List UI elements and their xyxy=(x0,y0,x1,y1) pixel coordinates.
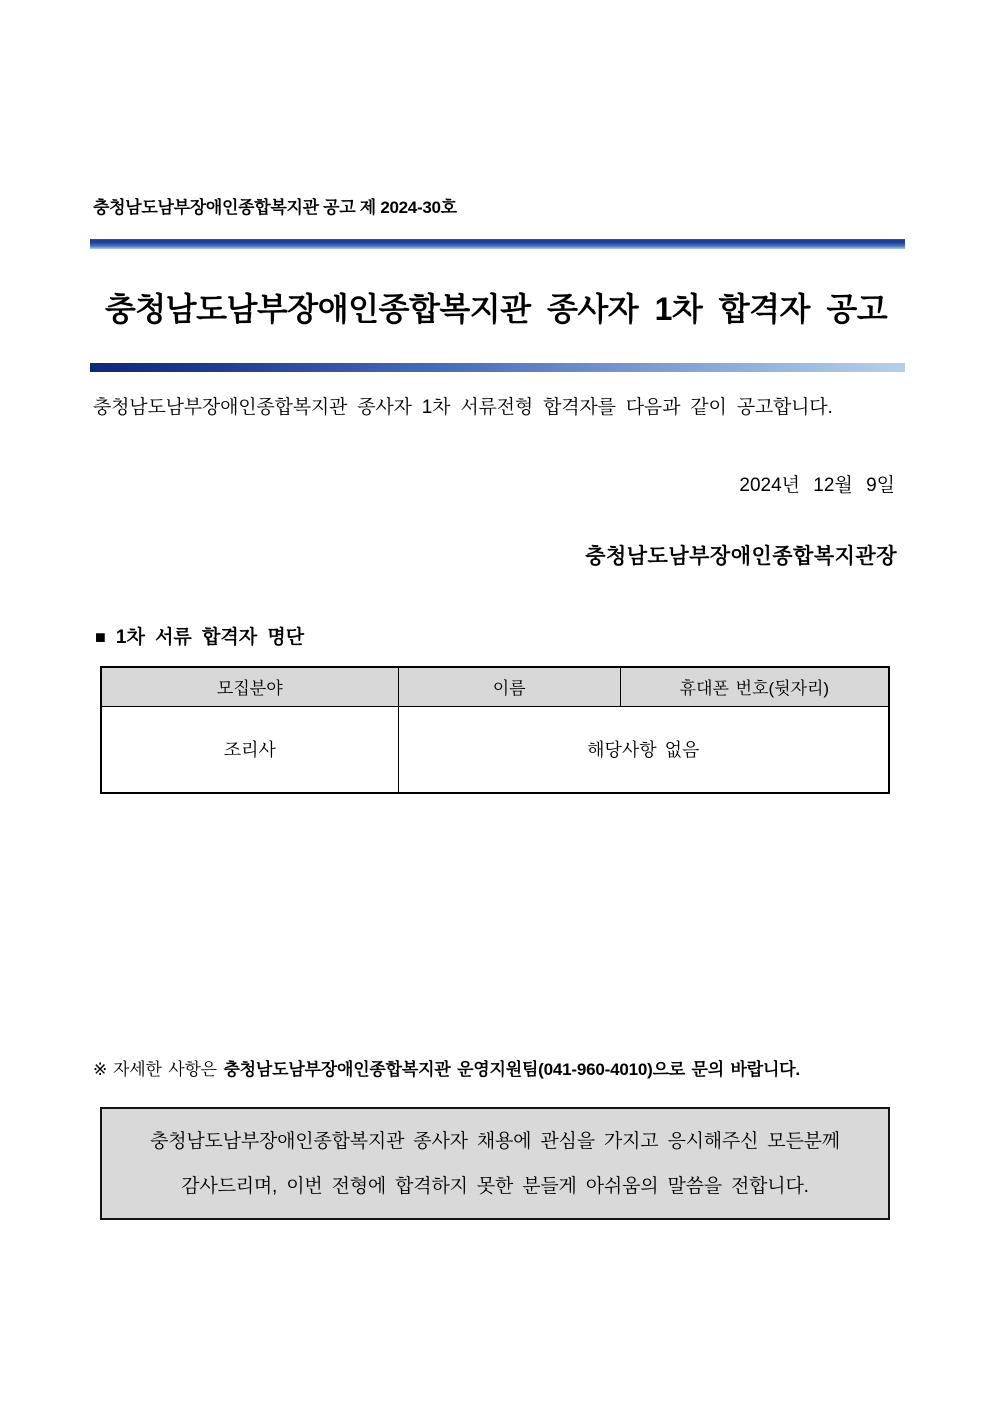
pass-list-table xyxy=(100,666,890,794)
table-row xyxy=(101,706,889,793)
signer-name: 충청남도남부장애인종합복지관장 xyxy=(585,545,897,568)
notice-line-1: 충청남도남부장애인종합복지관 종사자 채용에 관심을 가지고 응시해주신 모든분께 xyxy=(150,1130,840,1152)
contact-note-prefix: 자세한 사항은 xyxy=(113,1060,224,1079)
doc-number: 충청남도남부장애인종합복지관 공고 제 2024-30호 xyxy=(93,198,457,217)
reference-mark-icon: ※ xyxy=(93,1060,108,1079)
contact-note xyxy=(93,1055,800,1080)
notice-box xyxy=(100,1107,890,1220)
section-heading-label: 1차 서류 합격자 명단 xyxy=(115,627,305,648)
table-header-row xyxy=(101,667,889,706)
notice-line-2: 감사드리며, 이번 전형에 합격하지 못한 분들게 아쉬움의 말씀을 전합니다. xyxy=(181,1175,809,1197)
page-title: 충청남도남부장애인종합복지관 종사자 1차 합격자 공고 xyxy=(104,291,888,327)
header-cell-phone: 휴대폰 번호(뒷자리) xyxy=(620,667,889,706)
contact-note-main: 충청남도남부장애인종합복지관 운영지원팀(041-960-4010)으로 문의 바랍니다. xyxy=(223,1060,800,1079)
square-bullet-icon: ■ xyxy=(95,627,106,647)
intro-text: 충청남도남부장애인종합복지관 종사자 1차 서류전형 합격자를 다음과 같이 공고합니다. xyxy=(93,397,833,418)
section-heading xyxy=(95,622,304,649)
header-cell-name: 이름 xyxy=(398,667,620,706)
cell-result: 해당사항 없음 xyxy=(398,706,889,793)
header-cell-category: 모집분야 xyxy=(101,667,398,706)
title-divider-bottom xyxy=(90,363,905,372)
title-divider-top xyxy=(90,239,905,249)
cell-category: 조리사 xyxy=(101,706,398,793)
announce-date: 2024년 12월 9일 xyxy=(739,475,895,496)
